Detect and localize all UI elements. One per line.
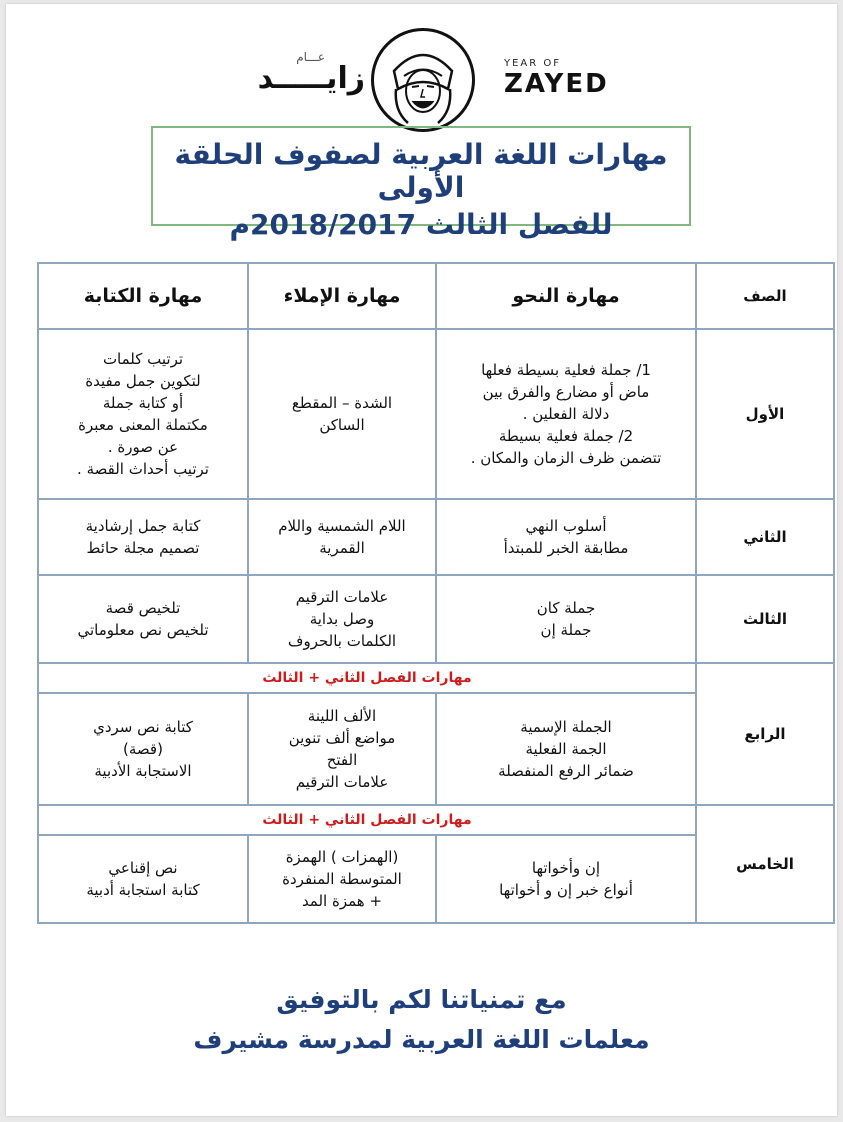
logo-ar-small-text: عـــام <box>296 50 325 64</box>
writing-cell: كتابة جمل إرشادية تصميم مجلة حائط <box>38 499 248 575</box>
grammar-cell: جملة كان جملة إن <box>436 575 696 663</box>
title-box <box>151 126 691 241</box>
table-subheading-row <box>38 663 834 693</box>
skills-table <box>37 262 835 924</box>
title-line-2: للفصل الثالث 2018/2017م <box>229 208 613 241</box>
writing-cell: ترتيب كلمات لتكوين جمل مفيدة أو كتابة جملة مكتملة المعنى معبرة عن صورة . ترتيب أحداث القصة . <box>38 329 248 499</box>
zayed-portrait-icon <box>371 28 475 132</box>
writing-cell: كتابة نص سردي (قصة) الاستجابة الأدبية <box>38 693 248 805</box>
table-subheading-row <box>38 805 834 835</box>
year-of-zayed-english-logo <box>504 58 609 99</box>
table-row <box>38 499 834 575</box>
grade-cell: الثاني <box>696 499 834 575</box>
signature-line: معلمات اللغة العربية لمدرسة مشيرف <box>193 1025 650 1054</box>
dictation-cell: علامات الترقيم وصل بداية الكلمات بالحروف <box>248 575 436 663</box>
table-header-row <box>38 263 834 329</box>
logo-ar-big-text: زايـــــد <box>257 61 365 96</box>
header-dictation: مهارة الإملاء <box>248 263 436 329</box>
table-row <box>38 575 834 663</box>
year-of-zayed-arabic-logo <box>240 50 365 94</box>
header-writing: مهارة الكتابة <box>38 263 248 329</box>
grade-cell: الأول <box>696 329 834 499</box>
dictation-cell: الألف اللينة مواضع ألف تنوين الفتح علامات الترقيم <box>248 693 436 805</box>
table-row <box>38 329 834 499</box>
grammar-cell: 1/ جملة فعلية بسيطة فعلها ماض أو مضارع والفرق بين دلالة الفعلين . 2/ جملة فعلية بسيطة تتضمن ظرف الزمان والمكان . <box>436 329 696 499</box>
logo-en-big-text: ZAYED <box>504 69 609 99</box>
title-line-1: مهارات اللغة العربية لصفوف الحلقة الأولى <box>174 138 668 204</box>
writing-cell: نص إقناعي كتابة استجابة أدبية <box>38 835 248 923</box>
dictation-cell: (الهمزات ) الهمزة المتوسطة المنفردة + همزة المد <box>248 835 436 923</box>
grammar-cell: الجملة الإسمية الجمة الفعلية ضمائر الرفع المنفصلة <box>436 693 696 805</box>
grade-cell: الخامس <box>696 805 834 923</box>
grammar-cell: إن وأخواتها أنواع خبر إن و أخواتها <box>436 835 696 923</box>
logo-en-small-text: YEAR OF <box>504 58 562 69</box>
sub-heading: مهارات الفصل الثاني + الثالث <box>38 805 696 835</box>
closing-wish: مع تمنياتنا لكم بالتوفيق <box>276 985 567 1014</box>
grade-cell: الرابع <box>696 663 834 805</box>
header-grammar: مهارة النحو <box>436 263 696 329</box>
writing-cell: تلخيص قصة تلخيص نص معلوماتي <box>38 575 248 663</box>
header-grade: الصف <box>696 263 834 329</box>
grade-cell: الثالث <box>696 575 834 663</box>
dictation-cell: اللام الشمسية واللام القمرية <box>248 499 436 575</box>
dictation-cell: الشدة – المقطع الساكن <box>248 329 436 499</box>
sub-heading: مهارات الفصل الثاني + الثالث <box>38 663 696 693</box>
grammar-cell: أسلوب النهي مطابقة الخبر للمبتدأ <box>436 499 696 575</box>
